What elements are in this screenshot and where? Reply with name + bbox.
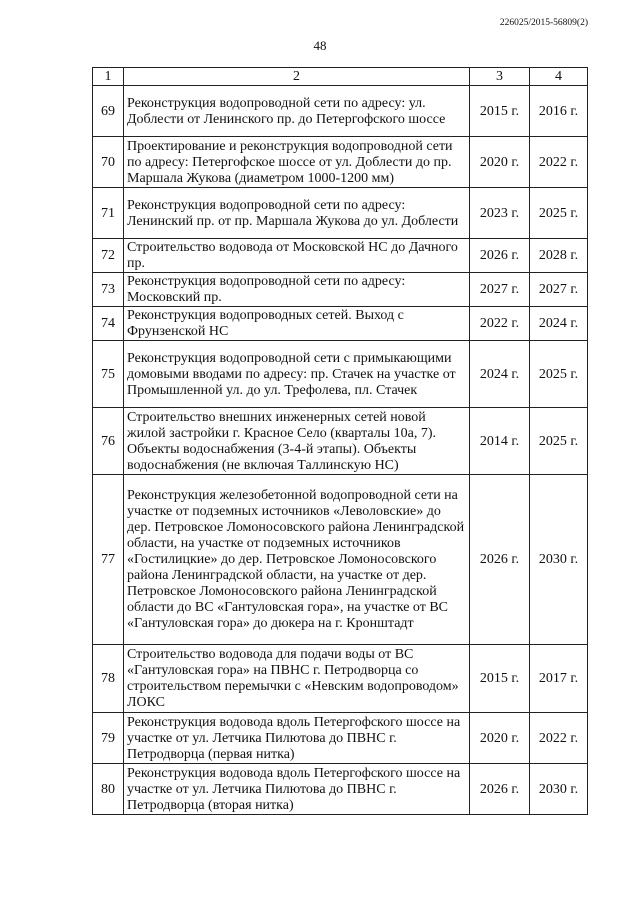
column-header: 4: [530, 68, 588, 86]
row-end-year: 2030 г.: [530, 764, 588, 815]
row-number: 71: [93, 188, 124, 239]
table-row: [93, 86, 588, 137]
row-number: 69: [93, 86, 124, 137]
table-row: [93, 137, 588, 188]
row-number: 70: [93, 137, 124, 188]
row-end-year: 2022 г.: [530, 713, 588, 764]
row-description: Реконструкция водовода вдоль Петергофского шоссе на участке от ул. Летчика Пилютова до ПВНС г. Петродворца (первая нитка): [124, 713, 470, 764]
row-description: Реконструкция водопроводной сети по адресу: Московский пр.: [124, 273, 470, 307]
schedule-table: [92, 67, 588, 815]
row-end-year: 2016 г.: [530, 86, 588, 137]
row-end-year: 2025 г.: [530, 341, 588, 408]
row-end-year: 2027 г.: [530, 273, 588, 307]
table-row: [93, 188, 588, 239]
row-start-year: 2015 г.: [470, 645, 530, 713]
table-row: [93, 239, 588, 273]
table-header-row: [93, 68, 588, 86]
row-start-year: 2020 г.: [470, 713, 530, 764]
row-description: Строительство внешних инженерных сетей новой жилой застройки г. Красное Село (кварталы 10а, 7). Объекты водоснабжения (3-4-й этапы). Объекты водоснабжения (не включая Таллинскую НС): [124, 408, 470, 475]
row-number: 73: [93, 273, 124, 307]
row-description: Реконструкция водопроводной сети с примыкающими домовыми вводами по адресу: пр. Стачек на участке от Промышленной ул. до ул. Трефолева, пл. Стачек: [124, 341, 470, 408]
row-number: 78: [93, 645, 124, 713]
row-start-year: 2023 г.: [470, 188, 530, 239]
table-row: [93, 307, 588, 341]
row-number: 77: [93, 475, 124, 645]
row-end-year: 2017 г.: [530, 645, 588, 713]
row-start-year: 2026 г.: [470, 764, 530, 815]
row-number: 74: [93, 307, 124, 341]
table-row: [93, 764, 588, 815]
table-row: [93, 408, 588, 475]
column-header: 2: [124, 68, 470, 86]
row-start-year: 2026 г.: [470, 475, 530, 645]
row-number: 79: [93, 713, 124, 764]
page-number: 48: [313, 38, 327, 53]
table-row: [93, 475, 588, 645]
row-start-year: 2022 г.: [470, 307, 530, 341]
row-end-year: 2028 г.: [530, 239, 588, 273]
row-end-year: 2030 г.: [530, 475, 588, 645]
row-description: Реконструкция водопроводной сети по адресу: ул. Доблести от Ленинского пр. до Петергофского шоссе: [124, 86, 470, 137]
row-start-year: 2026 г.: [470, 239, 530, 273]
row-description: Реконструкция железобетонной водопроводной сети на участке от подземных источников «Леволовские» до дер. Петровское Ломоносовского района Ленинградской области, на участке от подземных источников «Гостилицкие» до дер. Петровское Ломоносовского района Ленинградской области, на участке от дер. Петровское Ломоносовского района Ленинградской области до ВС «Гантуловская гора», на участке от ВС «Гантуловская гора» до дюкера на г. Кронштадт: [124, 475, 470, 645]
row-number: 80: [93, 764, 124, 815]
table-row: [93, 341, 588, 408]
row-description: Реконструкция водовода вдоль Петергофского шоссе на участке от ул. Летчика Пилютова до ПВНС г. Петродворца (вторая нитка): [124, 764, 470, 815]
row-end-year: 2025 г.: [530, 188, 588, 239]
row-start-year: 2027 г.: [470, 273, 530, 307]
row-description: Реконструкция водопроводных сетей. Выход с Фрунзенской НС: [124, 307, 470, 341]
row-description: Строительство водовода для подачи воды от ВС «Гантуловская гора» на ПВНС г. Петродворца со строительством перемычки с «Невским водопроводом» ЛОКС: [124, 645, 470, 713]
row-end-year: 2025 г.: [530, 408, 588, 475]
row-description: Реконструкция водопроводной сети по адресу: Ленинский пр. от пр. Маршала Жукова до ул. Доблести: [124, 188, 470, 239]
row-start-year: 2020 г.: [470, 137, 530, 188]
row-description: Строительство водовода от Московской НС до Дачного пр.: [124, 239, 470, 273]
row-number: 72: [93, 239, 124, 273]
table-row: [93, 713, 588, 764]
column-header: 3: [470, 68, 530, 86]
row-description: Проектирование и реконструкция водопроводной сети по адресу: Петергофское шоссе от ул. Доблести до пр. Маршала Жукова (диаметром 1000-1200 мм): [124, 137, 470, 188]
row-start-year: 2015 г.: [470, 86, 530, 137]
row-number: 75: [93, 341, 124, 408]
row-end-year: 2022 г.: [530, 137, 588, 188]
column-header: 1: [93, 68, 124, 86]
row-start-year: 2024 г.: [470, 341, 530, 408]
table-row: [93, 645, 588, 713]
row-number: 76: [93, 408, 124, 475]
row-start-year: 2014 г.: [470, 408, 530, 475]
table-row: [93, 273, 588, 307]
row-end-year: 2024 г.: [530, 307, 588, 341]
document-id: 226025/2015-56809(2): [499, 18, 588, 28]
